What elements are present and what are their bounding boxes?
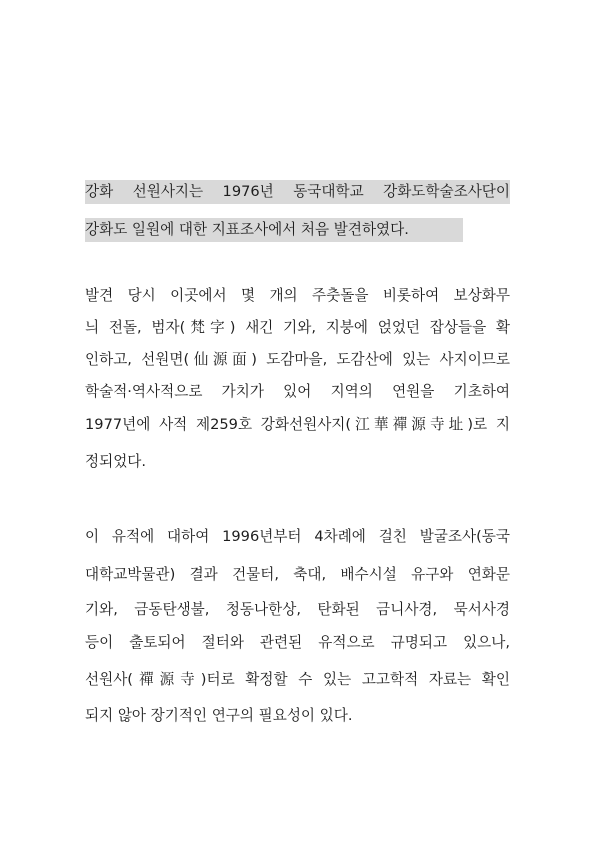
paragraph-2-line-5: 1977년에 사적 제259호 강화선원사지(江華禪源寺址)로 지	[85, 416, 510, 433]
paragraph-2-line-1: 발견 당시 이곳에서 몇 개의 주춧돌을 비롯하여 보상화무	[85, 287, 510, 304]
paragraph-3-line-2: 대학교박물관) 결과 건물터, 축대, 배수시설 유구와 연화문	[85, 566, 510, 583]
paragraph-3-line-4: 등이 출토되어 절터와 관련된 유적으로 규명되고 있으나,	[85, 634, 510, 651]
paragraph-3-line-6: 되지 않아 장기적인 연구의 필요성이 있다.	[85, 707, 353, 724]
paragraph-3-line-3: 기와, 금동탄생불, 청동나한상, 탄화된 금니사경, 묵서사경	[85, 601, 510, 618]
paragraph-3-line-5: 선원사(禪源寺)터로 확정할 수 있는 고고학적 자료는 확인	[85, 671, 510, 688]
paragraph-2-line-6: 정되었다.	[85, 453, 147, 470]
paragraph-1-line-1: 강화 선원사지는 1976년 동국대학교 강화도학술조사단이	[85, 180, 510, 204]
paragraph-1-line-2: 강화도 일원에 대한 지표조사에서 처음 발견하였다.	[85, 218, 463, 242]
paragraph-2-line-2: 늬 전돌, 범자(梵字) 새긴 기와, 지붕에 얹었던 잡상들을 확	[85, 319, 510, 336]
paragraph-2-line-4: 학술적·역사적으로 가치가 있어 지역의 연원을 기초하여	[85, 383, 510, 400]
paragraph-2-line-3: 인하고, 선원면(仙源面) 도감마을, 도감산에 있는 사지이므로	[85, 351, 510, 368]
paragraph-3-line-1: 이 유적에 대하여 1996년부터 4차례에 걸친 발굴조사(동국	[85, 528, 510, 545]
